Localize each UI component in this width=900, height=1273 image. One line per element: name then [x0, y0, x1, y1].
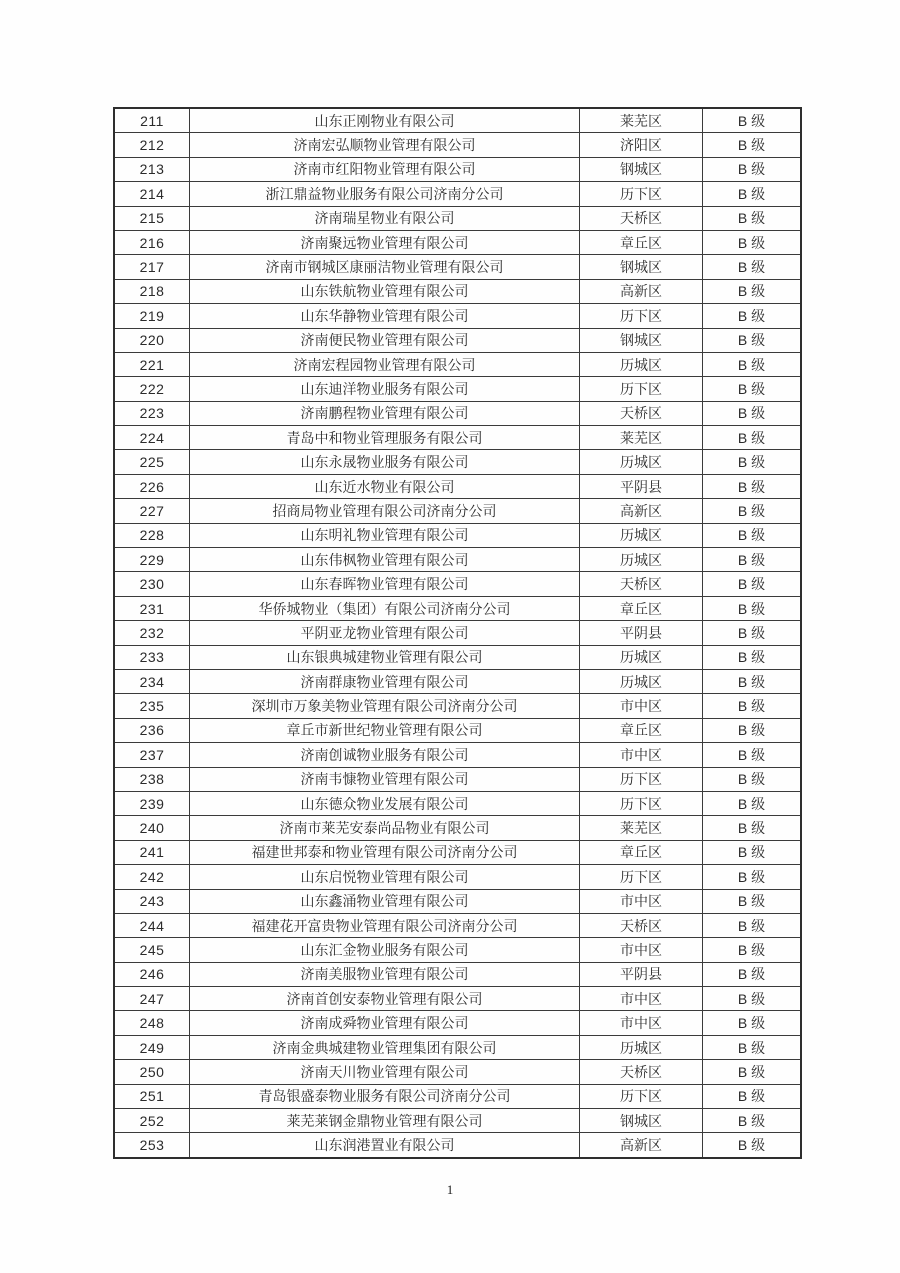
cell-company: 济南市莱芜安泰尚品物业有限公司 [190, 816, 580, 840]
table-row [114, 157, 801, 181]
table-row [114, 450, 801, 474]
table-row [114, 816, 801, 840]
cell-grade: B 级 [703, 450, 802, 474]
cell-grade: B 级 [703, 718, 802, 742]
cell-grade: B 级 [703, 1011, 802, 1035]
table-row [114, 377, 801, 401]
table-row [114, 1035, 801, 1059]
cell-grade: B 级 [703, 1109, 802, 1133]
table-row [114, 1109, 801, 1133]
cell-district: 平阴县 [580, 962, 703, 986]
cell-grade: B 级 [703, 816, 802, 840]
table-row [114, 718, 801, 742]
cell-grade: B 级 [703, 621, 802, 645]
cell-district: 市中区 [580, 694, 703, 718]
cell-company: 山东明礼物业管理有限公司 [190, 523, 580, 547]
cell-district: 莱芜区 [580, 816, 703, 840]
cell-company: 山东伟枫物业管理有限公司 [190, 548, 580, 572]
table-row [114, 1084, 801, 1108]
cell-district: 历城区 [580, 645, 703, 669]
cell-company: 山东永晟物业服务有限公司 [190, 450, 580, 474]
table-row [114, 206, 801, 230]
cell-company: 济南天川物业管理有限公司 [190, 1060, 580, 1084]
cell-company: 华侨城物业（集团）有限公司济南分公司 [190, 596, 580, 620]
cell-district: 历下区 [580, 1084, 703, 1108]
cell-district: 莱芜区 [580, 426, 703, 450]
cell-district: 市中区 [580, 889, 703, 913]
cell-company: 济南市红阳物业管理有限公司 [190, 157, 580, 181]
cell-district: 历下区 [580, 791, 703, 815]
cell-company: 济南便民物业管理有限公司 [190, 328, 580, 352]
cell-no: 212 [114, 133, 190, 157]
table-row [114, 621, 801, 645]
property-grade-table [113, 107, 802, 1159]
cell-company: 济南创诚物业服务有限公司 [190, 743, 580, 767]
table-row [114, 572, 801, 596]
cell-no: 247 [114, 987, 190, 1011]
cell-grade: B 级 [703, 279, 802, 303]
cell-district: 历下区 [580, 182, 703, 206]
cell-district: 市中区 [580, 1011, 703, 1035]
cell-no: 252 [114, 1109, 190, 1133]
cell-no: 244 [114, 913, 190, 937]
cell-grade: B 级 [703, 913, 802, 937]
cell-company: 山东鑫涌物业管理有限公司 [190, 889, 580, 913]
table-row [114, 523, 801, 547]
cell-grade: B 级 [703, 865, 802, 889]
cell-company: 济南群康物业管理有限公司 [190, 669, 580, 693]
table-row [114, 108, 801, 133]
table-row [114, 743, 801, 767]
cell-no: 231 [114, 596, 190, 620]
cell-company: 山东铁航物业管理有限公司 [190, 279, 580, 303]
cell-company: 济南宏弘顺物业管理有限公司 [190, 133, 580, 157]
cell-district: 高新区 [580, 499, 703, 523]
cell-grade: B 级 [703, 182, 802, 206]
cell-company: 青岛银盛泰物业服务有限公司济南分公司 [190, 1084, 580, 1108]
cell-grade: B 级 [703, 304, 802, 328]
table-row [114, 1060, 801, 1084]
cell-grade: B 级 [703, 596, 802, 620]
cell-no: 224 [114, 426, 190, 450]
cell-no: 233 [114, 645, 190, 669]
cell-no: 226 [114, 474, 190, 498]
cell-grade: B 级 [703, 694, 802, 718]
cell-district: 市中区 [580, 938, 703, 962]
cell-company: 平阴亚龙物业管理有限公司 [190, 621, 580, 645]
table-row [114, 230, 801, 254]
cell-grade: B 级 [703, 328, 802, 352]
cell-company: 山东春晖物业管理有限公司 [190, 572, 580, 596]
table-row [114, 596, 801, 620]
table-row [114, 987, 801, 1011]
cell-district: 济阳区 [580, 133, 703, 157]
cell-no: 218 [114, 279, 190, 303]
cell-district: 平阴县 [580, 621, 703, 645]
table-row [114, 182, 801, 206]
cell-no: 225 [114, 450, 190, 474]
table-row [114, 938, 801, 962]
cell-district: 天桥区 [580, 913, 703, 937]
cell-no: 221 [114, 352, 190, 376]
cell-company: 莱芜莱钢金鼎物业管理有限公司 [190, 1109, 580, 1133]
cell-grade: B 级 [703, 669, 802, 693]
cell-no: 248 [114, 1011, 190, 1035]
cell-district: 历城区 [580, 1035, 703, 1059]
cell-company: 济南韦慷物业管理有限公司 [190, 767, 580, 791]
cell-no: 223 [114, 401, 190, 425]
cell-grade: B 级 [703, 523, 802, 547]
cell-grade: B 级 [703, 1133, 802, 1158]
cell-district: 历下区 [580, 377, 703, 401]
table-row [114, 426, 801, 450]
table-row [114, 548, 801, 572]
cell-district: 市中区 [580, 987, 703, 1011]
cell-company: 招商局物业管理有限公司济南分公司 [190, 499, 580, 523]
cell-company: 青岛中和物业管理服务有限公司 [190, 426, 580, 450]
cell-company: 济南成舜物业管理有限公司 [190, 1011, 580, 1035]
cell-company: 山东德众物业发展有限公司 [190, 791, 580, 815]
page-number: 1 [446, 1182, 454, 1197]
cell-no: 246 [114, 962, 190, 986]
cell-company: 山东近水物业有限公司 [190, 474, 580, 498]
cell-grade: B 级 [703, 938, 802, 962]
table-row [114, 840, 801, 864]
cell-no: 236 [114, 718, 190, 742]
cell-no: 228 [114, 523, 190, 547]
table-row [114, 1011, 801, 1035]
table-row [114, 669, 801, 693]
table-row [114, 133, 801, 157]
cell-company: 济南首创安泰物业管理有限公司 [190, 987, 580, 1011]
cell-district: 历下区 [580, 304, 703, 328]
cell-grade: B 级 [703, 255, 802, 279]
cell-company: 深圳市万象美物业管理有限公司济南分公司 [190, 694, 580, 718]
cell-district: 历城区 [580, 523, 703, 547]
cell-district: 钢城区 [580, 1109, 703, 1133]
cell-district: 历城区 [580, 450, 703, 474]
cell-district: 历城区 [580, 352, 703, 376]
cell-company: 山东银典城建物业管理有限公司 [190, 645, 580, 669]
cell-no: 234 [114, 669, 190, 693]
cell-grade: B 级 [703, 108, 802, 133]
cell-district: 钢城区 [580, 328, 703, 352]
table-body [114, 108, 801, 1158]
table-row [114, 645, 801, 669]
cell-district: 章丘区 [580, 840, 703, 864]
cell-grade: B 级 [703, 840, 802, 864]
cell-no: 239 [114, 791, 190, 815]
cell-no: 253 [114, 1133, 190, 1158]
cell-no: 238 [114, 767, 190, 791]
cell-grade: B 级 [703, 1035, 802, 1059]
cell-company: 济南美服物业管理有限公司 [190, 962, 580, 986]
table-row [114, 279, 801, 303]
table-row [114, 328, 801, 352]
cell-grade: B 级 [703, 645, 802, 669]
cell-district: 高新区 [580, 279, 703, 303]
cell-grade: B 级 [703, 1060, 802, 1084]
cell-grade: B 级 [703, 426, 802, 450]
cell-grade: B 级 [703, 987, 802, 1011]
cell-no: 229 [114, 548, 190, 572]
cell-district: 天桥区 [580, 1060, 703, 1084]
cell-grade: B 级 [703, 572, 802, 596]
cell-no: 250 [114, 1060, 190, 1084]
cell-grade: B 级 [703, 206, 802, 230]
cell-company: 山东启悦物业管理有限公司 [190, 865, 580, 889]
table-row [114, 499, 801, 523]
cell-no: 216 [114, 230, 190, 254]
cell-company: 济南瑞星物业有限公司 [190, 206, 580, 230]
cell-district: 钢城区 [580, 157, 703, 181]
cell-grade: B 级 [703, 1084, 802, 1108]
cell-no: 217 [114, 255, 190, 279]
cell-grade: B 级 [703, 230, 802, 254]
table-row [114, 255, 801, 279]
cell-no: 230 [114, 572, 190, 596]
cell-grade: B 级 [703, 962, 802, 986]
table-row [114, 791, 801, 815]
cell-no: 249 [114, 1035, 190, 1059]
cell-company: 山东正刚物业有限公司 [190, 108, 580, 133]
cell-grade: B 级 [703, 767, 802, 791]
cell-grade: B 级 [703, 743, 802, 767]
cell-company: 山东润港置业有限公司 [190, 1133, 580, 1158]
table-row [114, 865, 801, 889]
cell-district: 章丘区 [580, 596, 703, 620]
cell-company: 济南市钢城区康丽洁物业管理有限公司 [190, 255, 580, 279]
cell-no: 227 [114, 499, 190, 523]
cell-no: 220 [114, 328, 190, 352]
cell-no: 243 [114, 889, 190, 913]
cell-district: 历城区 [580, 548, 703, 572]
cell-no: 214 [114, 182, 190, 206]
cell-company: 济南鹏程物业管理有限公司 [190, 401, 580, 425]
cell-district: 天桥区 [580, 206, 703, 230]
cell-no: 219 [114, 304, 190, 328]
cell-district: 章丘区 [580, 230, 703, 254]
cell-no: 245 [114, 938, 190, 962]
table-row [114, 1133, 801, 1158]
cell-no: 215 [114, 206, 190, 230]
cell-no: 211 [114, 108, 190, 133]
cell-district: 历下区 [580, 767, 703, 791]
cell-grade: B 级 [703, 157, 802, 181]
cell-grade: B 级 [703, 889, 802, 913]
table-row [114, 352, 801, 376]
cell-no: 241 [114, 840, 190, 864]
cell-district: 天桥区 [580, 572, 703, 596]
cell-district: 天桥区 [580, 401, 703, 425]
cell-company: 山东华静物业管理有限公司 [190, 304, 580, 328]
cell-grade: B 级 [703, 133, 802, 157]
cell-no: 235 [114, 694, 190, 718]
table-row [114, 962, 801, 986]
cell-company: 章丘市新世纪物业管理有限公司 [190, 718, 580, 742]
cell-district: 历城区 [580, 669, 703, 693]
cell-grade: B 级 [703, 791, 802, 815]
table-row [114, 889, 801, 913]
table-row [114, 304, 801, 328]
table-row [114, 913, 801, 937]
cell-company: 济南聚远物业管理有限公司 [190, 230, 580, 254]
cell-company: 浙江鼎益物业服务有限公司济南分公司 [190, 182, 580, 206]
cell-company: 福建世邦泰和物业管理有限公司济南分公司 [190, 840, 580, 864]
cell-grade: B 级 [703, 474, 802, 498]
cell-no: 213 [114, 157, 190, 181]
table-row [114, 401, 801, 425]
cell-no: 251 [114, 1084, 190, 1108]
table-row [114, 767, 801, 791]
cell-no: 222 [114, 377, 190, 401]
cell-grade: B 级 [703, 548, 802, 572]
cell-company: 山东迪洋物业服务有限公司 [190, 377, 580, 401]
cell-grade: B 级 [703, 377, 802, 401]
table-row [114, 474, 801, 498]
cell-no: 237 [114, 743, 190, 767]
cell-grade: B 级 [703, 401, 802, 425]
cell-company: 山东汇金物业服务有限公司 [190, 938, 580, 962]
cell-district: 章丘区 [580, 718, 703, 742]
cell-no: 232 [114, 621, 190, 645]
cell-company: 济南金典城建物业管理集团有限公司 [190, 1035, 580, 1059]
cell-grade: B 级 [703, 352, 802, 376]
cell-district: 莱芜区 [580, 108, 703, 133]
cell-company: 福建花开富贵物业管理有限公司济南分公司 [190, 913, 580, 937]
cell-no: 240 [114, 816, 190, 840]
cell-grade: B 级 [703, 499, 802, 523]
cell-no: 242 [114, 865, 190, 889]
cell-district: 市中区 [580, 743, 703, 767]
cell-district: 历下区 [580, 865, 703, 889]
table-row [114, 694, 801, 718]
cell-district: 钢城区 [580, 255, 703, 279]
cell-company: 济南宏程园物业管理有限公司 [190, 352, 580, 376]
cell-district: 高新区 [580, 1133, 703, 1158]
cell-district: 平阴县 [580, 474, 703, 498]
